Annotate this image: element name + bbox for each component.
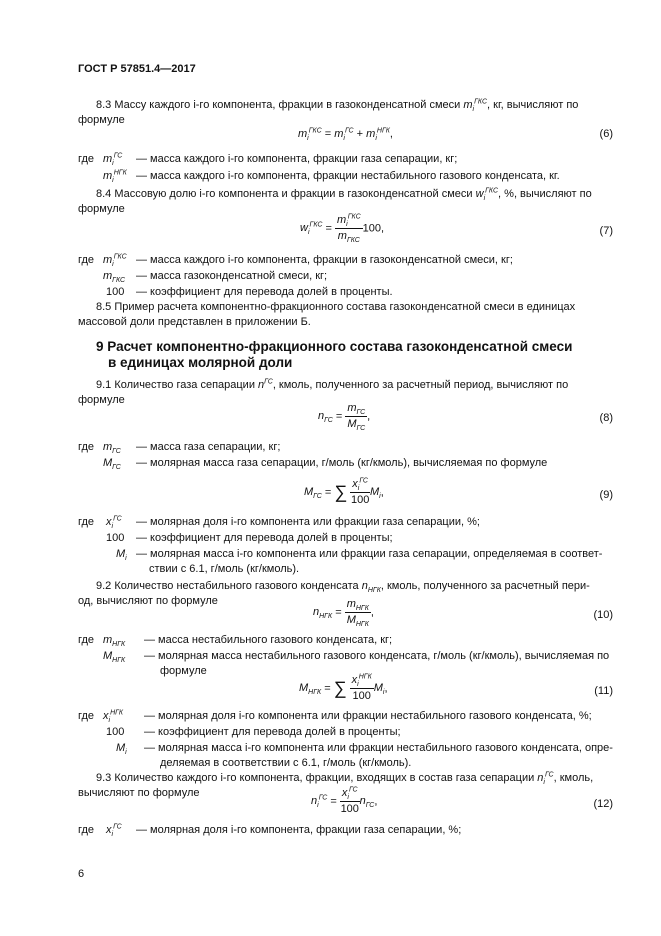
paragraph-9-2-cont: од, вычисляют по формуле [78,595,218,607]
symbol-M-ngk: $M_{НГК}$ [103,650,126,665]
paragraph-8-3-cont: формуле [78,114,125,126]
where-label-9-2b: где [78,710,95,722]
definition-M-ngk-cont: формуле [160,665,207,677]
formula-number-11: (11) [594,685,613,697]
paragraph-9-3-cont: вычисляют по формуле [78,787,200,799]
formula-number-8: (8) [599,412,613,424]
where-label-9-2: где [78,634,95,646]
symbol-m-gs: $m_i^{ГС}$ [103,152,123,168]
symbol-m-ngk-total: $m_{НГК}$ [103,634,126,649]
page-number: 6 [78,868,85,880]
section-9-title: 9 Расчет компонентно-фракционного состава газоконденсатной смеси [96,339,573,354]
formula-11: $M_{НГК}$ = ∑ $\frac{x_i^{НГК}}{100}$ $M_i$, [299,673,388,702]
definition-x-gs-b: — молярная доля i-го компонента, фракции газа сепарации, %; [136,824,462,836]
paragraph-8-5-cont: массовой доли представлен в приложении Б. [78,316,311,328]
symbol-m-gks-i: $m_i^{ГКС}$ [103,253,127,269]
definition-m-ngk: — масса каждого i-го компонента, фракции нестабильного газового конденсата, кг. [136,170,560,182]
definition-100-c: — коэффициент для перевода долей в проценты; [144,726,401,738]
symbol-x-ngk: $x_i^{НГК}$ [103,709,124,725]
definition-M-ngk: — молярная масса нестабильного газового конденсата, г/моль (кг/кмоль), вычисляемая по [144,650,610,662]
definition-x-gs: — молярная доля i-го компонента или фракции газа сепарации, %; [136,516,480,528]
formula-9: $M_{ГС}$ = ∑ $\frac{x_i^{ГС}}{100}$ $M_i$, [304,477,384,506]
symbol-100: 100 [106,286,125,298]
paragraph-9-1-cont: формуле [78,394,125,406]
where-label-8-4: где [78,254,95,266]
formula-12: $n_i^{ГС}$ = $\frac{x_i^{ГС}}{100}$ $n_{ГС}$, [311,786,378,815]
paragraph-9-3: 9.3 Количество каждого i-го компонента, фракции, входящих в состав газа сепарации $n_i^{ГС}$, кмоль, [96,771,594,787]
definition-x-ngk: — молярная доля i-го компонента или фракции нестабильного газового конденсата, %; [144,710,592,722]
definition-m-gs: — масса каждого i-го компонента, фракции газа сепарации, кг; [136,153,458,165]
symbol-M-i: $M_i$ [116,548,127,563]
formula-number-10: (10) [593,609,613,621]
paragraph-8-4-cont: формуле [78,203,125,215]
symbol-M-i-ngk: $M_i$ [116,742,127,757]
definition-100: — коэффициент для перевода долей в проценты. [136,286,393,298]
definition-M-i-cont: ствии с 6.1, г/моль (кг/кмоль). [149,563,300,575]
paragraph-9-2: 9.2 Количество нестабильного газового конденсата $n_{НГК}$, кмоль, полученного за расчетный пери- [96,580,590,595]
symbol-m-ngk: $m_i^{НГК}$ [103,169,127,185]
where-label-9-1b: где [78,516,95,528]
formula-number-12: (12) [593,798,613,810]
where-label-9-1: где [78,441,95,453]
definition-m-ngk-total: — масса нестабильного газового конденсата, кг; [144,634,393,646]
formula-10: $n_{НГК}$ = $\frac{m_{НГК}}{M_{НГК}}$ , [313,598,374,629]
definition-m-gks: — масса газоконденсатной смеси, кг; [136,270,328,282]
definition-M-i: — молярная масса i-го компонента или фракции газа сепарации, определяемая в соответ- [136,548,603,560]
symbol-100-c: 100 [106,726,125,738]
where-label-9-3: где [78,824,95,836]
definition-M-i-ngk-cont: деляемая в соответствии с 6.1, г/моль (кг/кмоль). [160,757,412,769]
symbol-m-gs-total: $m_{ГС}$ [103,441,121,456]
paragraph-8-3: 8.3 Массу каждого i-го компонента, фракции в газоконденсатной смеси $m_i^{ГКС}$, кг, вычисляют по [96,98,579,114]
definition-M-i-ngk: — молярная масса i-го компонента или фракции нестабильного газового конденсата, опре- [144,742,613,754]
formula-8: $n_{ГС}$ = $\frac{m_{ГС}}{M_{ГС}}$ , [318,402,371,433]
formula-number-6: (6) [599,128,613,140]
definition-M-gs: — молярная масса газа сепарации, г/моль (кг/кмоль), вычисляемая по формуле [136,457,548,469]
paragraph-8-5: 8.5 Пример расчета компонентно-фракционного состава газоконденсатной смеси в единицах [96,301,576,313]
symbol-x-gs-b: $x_i^{ГС}$ [106,823,122,839]
symbol-m-gks: $m_{ГКС}$ [103,270,126,285]
document-standard-number: ГОСТ Р 57851.4—2017 [78,63,196,75]
formula-number-7: (7) [599,225,613,237]
symbol-100-b: 100 [106,532,125,544]
formula-7: $w_i^{ГКС}$ = $\frac{m_i^{ГКС}}{m_{ГКС}}$ 100, [300,213,385,245]
formula-number-9: (9) [599,489,613,501]
definition-m-gs-total: — масса газа сепарации, кг; [136,441,281,453]
paragraph-8-4: 8.4 Массовую долю i-го компонента и фракции в газоконденсатной смеси $w_i^{ГКС}$, %, вычисляют по [96,187,592,203]
symbol-M-gs: $M_{ГС}$ [103,457,121,472]
definition-100-b: — коэффициент для перевода долей в проценты; [136,532,393,544]
paragraph-9-1: 9.1 Количество газа сепарации $n^{ГС}$, кмоль, полученного за расчетный период, вычисляют по [96,378,569,391]
definition-m-gks-i: — масса каждого i-го компонента, фракции в газоконденсатной смеси, кг; [136,254,513,266]
where-label: где [78,153,95,165]
formula-6: $m_i^{ГКС} = m_i^{ГС} + m_i^{НГК}$, [298,127,393,143]
symbol-x-gs: $x_i^{ГС}$ [106,515,122,531]
section-9-title-cont: в единицах молярной доли [108,355,293,370]
